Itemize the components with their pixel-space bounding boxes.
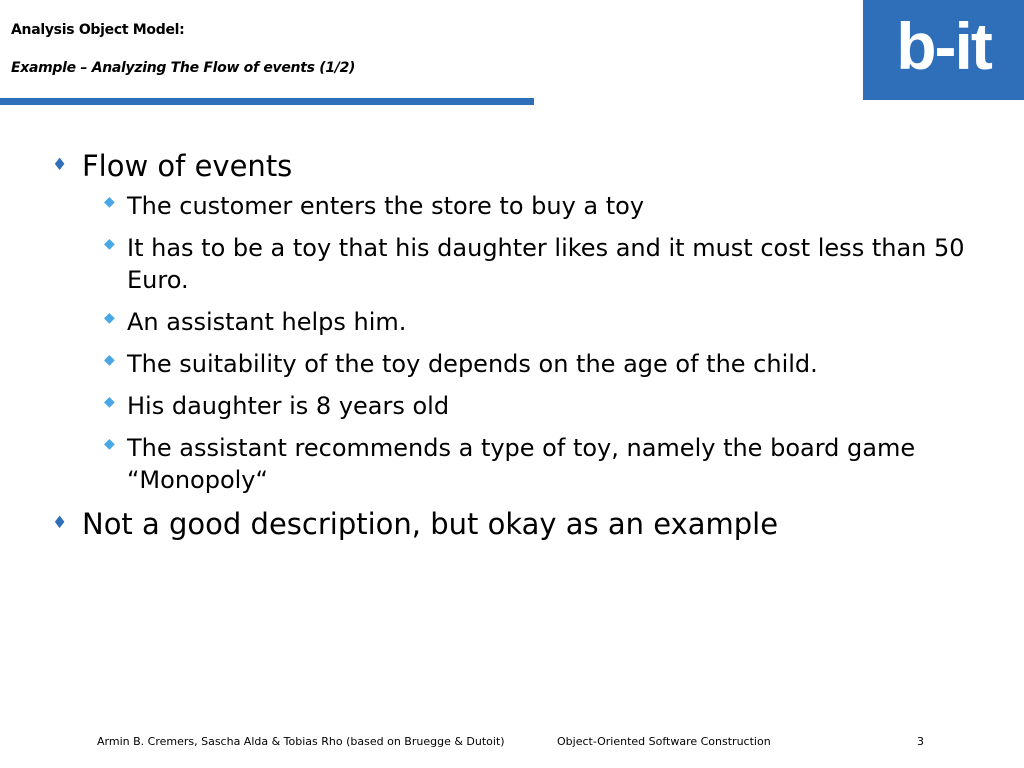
bullet-list xyxy=(52,148,972,548)
sub-bullet-text: It has to be a toy that his daughter likes and it must cost less than 50 Euro. xyxy=(127,234,965,294)
bullet-item xyxy=(52,506,972,542)
sub-bullet-item xyxy=(52,432,972,496)
sub-bullet-text: An assistant helps him. xyxy=(127,308,407,336)
bullet-text: Not a good description, but okay as an example xyxy=(82,507,779,541)
sub-bullet-text: His daughter is 8 years old xyxy=(127,392,450,420)
title-underline xyxy=(0,98,534,105)
diamond-bullet-icon: ♦ xyxy=(52,155,68,175)
footer-course: Object-Oriented Software Construction xyxy=(557,735,771,748)
sub-bullet-text: The assistant recommends a type of toy, namely the board game “Monopoly“ xyxy=(127,434,916,494)
diamond-sub-bullet-icon: ◆ xyxy=(104,194,115,210)
diamond-bullet-icon: ♦ xyxy=(52,513,68,533)
diamond-sub-bullet-icon: ◆ xyxy=(104,352,115,368)
sub-bullet-text: The suitability of the toy depends on the age of the child. xyxy=(127,350,818,378)
sub-bullet-item xyxy=(52,190,972,222)
sub-bullet-list xyxy=(52,190,972,496)
footer-authors: Armin B. Cremers, Sascha Alda & Tobias Rho (based on Bruegge & Dutoit) xyxy=(97,735,505,748)
bullet-text: Flow of events xyxy=(82,149,293,183)
diamond-sub-bullet-icon: ◆ xyxy=(104,236,115,252)
b-it-logo xyxy=(863,0,1024,100)
slide-subtitle: Example – Analyzing The Flow of events (1/2) xyxy=(11,60,356,76)
diamond-sub-bullet-icon: ◆ xyxy=(104,394,115,410)
footer-page-number: 3 xyxy=(917,735,924,748)
sub-bullet-item xyxy=(52,390,972,422)
logo-text: b-it xyxy=(896,9,991,83)
slide-title: Analysis Object Model: xyxy=(11,22,185,38)
sub-bullet-text: The customer enters the store to buy a toy xyxy=(127,192,645,220)
bullet-item xyxy=(52,148,972,184)
sub-bullet-item xyxy=(52,232,972,296)
diamond-sub-bullet-icon: ◆ xyxy=(104,310,115,326)
sub-bullet-item xyxy=(52,348,972,380)
sub-bullet-item xyxy=(52,306,972,338)
diamond-sub-bullet-icon: ◆ xyxy=(104,436,115,452)
title-block xyxy=(11,10,871,86)
